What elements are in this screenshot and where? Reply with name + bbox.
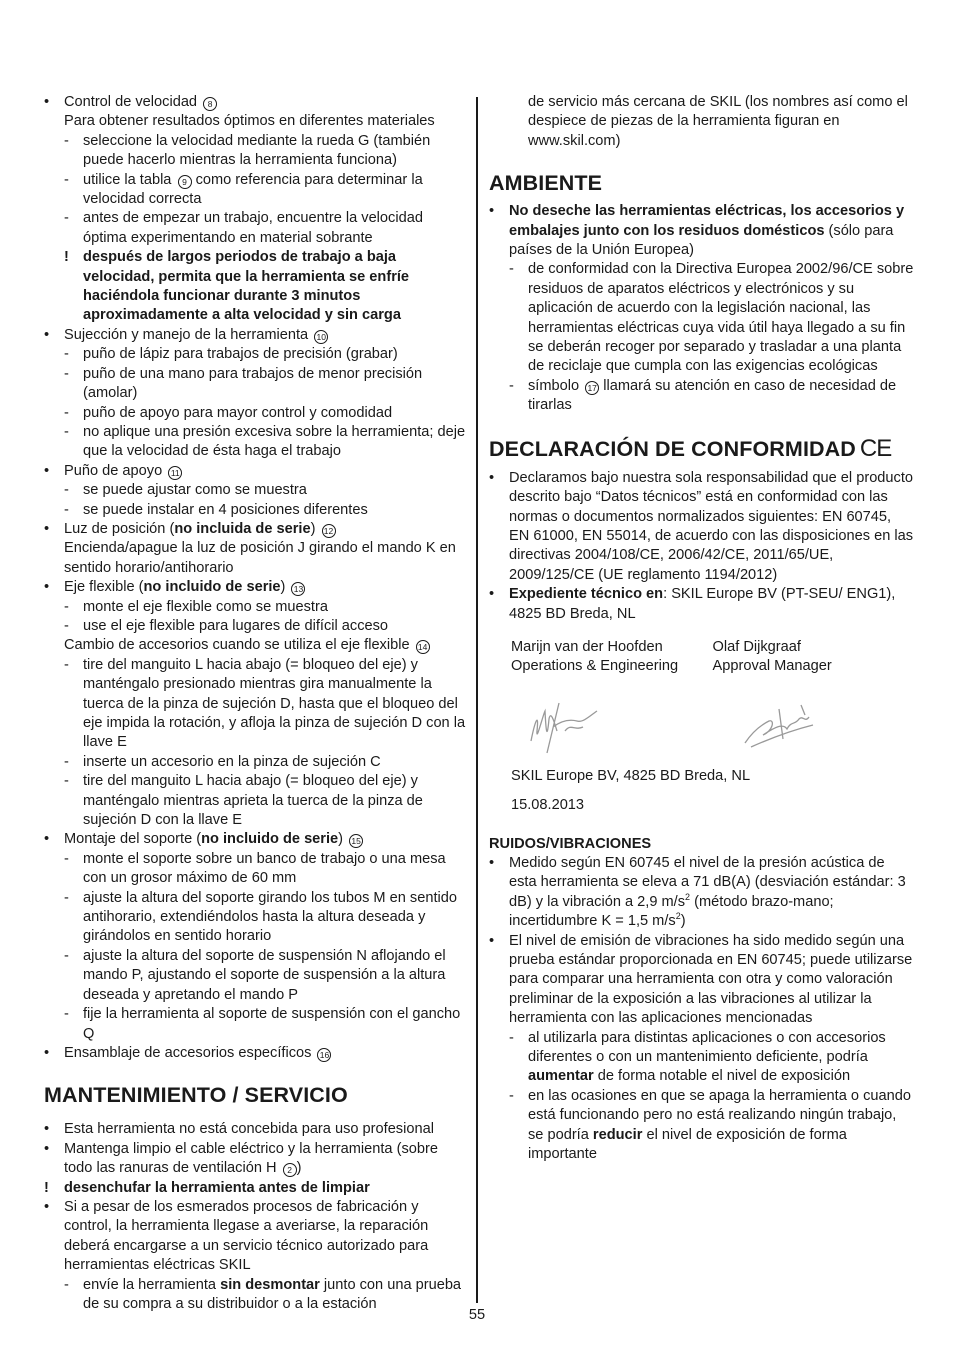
bullet-grip: • Sujección y manejo de la herramienta 10 <box>44 326 468 345</box>
heading-noise-vibration: RUIDOS/VIBRACIONES <box>489 835 652 852</box>
figure-ref-11: 11 <box>168 466 182 480</box>
figure-ref-14: 14 <box>416 640 430 654</box>
signature-2-icon <box>739 701 819 757</box>
dash-item: - se puede ajustar como se muestra <box>64 482 307 499</box>
dash-item: - puño de lápiz para trabajos de precisión (grabar) <box>64 346 398 363</box>
bullet-stand-mounting: • Montaje del soporte (no incluido de serie) 15 <box>44 830 468 849</box>
dash-item: - monte el eje flexible como se muestra <box>64 598 328 615</box>
dash-item: - se puede instalar en 4 posiciones diferentes <box>64 501 368 518</box>
dash-item: - inserte un accesorio en la pinza de sujeción C <box>64 753 381 770</box>
dash-item: - envíe la herramienta sin desmontar junto con una prueba de su compra a su distribuidor o a la estación <box>64 1276 462 1312</box>
bullet-keep-clean: • Mantenga limpio el cable eléctrico y la herramienta (sobre todo las ranuras de ventilación H 2 ) <box>44 1140 438 1177</box>
dash-item: - seleccione la velocidad mediante la rueda G (también puede hacerlo mientras la herramienta funciona) <box>64 132 431 169</box>
signatures <box>489 701 914 757</box>
right-column <box>489 93 914 1164</box>
warning-unplug: ! desenchufar la herramienta antes de limpiar <box>44 1179 370 1196</box>
company-address: SKIL Europe BV, 4825 BD Breda, NL <box>511 767 751 784</box>
bullet-support-handle: • Puño de apoyo 11 <box>44 462 468 481</box>
page-number: 55 <box>468 1307 486 1323</box>
bullet-repair: • Si a pesar de los esmerados procesos de fabricación y control, la herramienta llegase a averiarse, la reparación deberá encargarse a un servicio técnico autorizado para herramientas eléctricas SKIL <box>44 1198 429 1274</box>
bullet-technical-file: • Expediente técnico en: SKIL Europe BV (PT-SEU/ ENG1), 4825 BD Breda, NL <box>489 586 896 622</box>
dash-item: - en las ocasiones en que se apaga la herramienta o cuando está funcionando pero no está realizando ningún trabajo, se podría reducir el nivel de exposición de forma importante <box>509 1087 911 1163</box>
figure-ref-17: 17 <box>585 381 599 395</box>
bullet-measured: • Medido según EN 60745 el nivel de la presión acústica de esta herramienta se eleva a 71 dB(A) (desviación estándar: 3 dB) y la vibración a 2,9 $m/s^2$ (método brazo-mano; incertidumbre K = 1,5 $m/s^2$) <box>489 854 906 930</box>
dash-item: - monte el soporte sobre un banco de trabajo o una mesa con un grosor máximo de 60 mm <box>64 850 446 887</box>
heading-maintenance: MANTENIMIENTO / SERVICIO <box>44 1083 348 1108</box>
dash-item: - antes de empezar un trabajo, encuentre la velocidad óptima experimentando en material sobrante <box>64 210 423 246</box>
dash-item: - fije la herramienta al soporte de suspensión con el gancho Q <box>64 1006 461 1042</box>
bullet-accessory-assembly: • Ensamblaje de accesorios específicos 16 <box>44 1044 468 1063</box>
dash-item: - no aplique una presión excesiva sobre la herramienta; deje que la velocidad de ésta haga el trabajo <box>64 423 466 460</box>
heading-environment: AMBIENTE <box>489 171 603 196</box>
column-divider <box>476 97 478 1303</box>
dash-item: - use el eje flexible para lugares de difícil acceso <box>64 617 389 634</box>
bullet-disposal: • No deseche las herramientas eléctricas, los accesorios y embalajes junto con los residuos domésticos (sólo para países de la Unión Europea) <box>489 203 905 259</box>
dash-item: - ajuste la altura del soporte de suspensión N aflojando el mando P, ajustando el soporte de suspensión a la altura deseada y apretando el mando P <box>64 947 446 1003</box>
dash-item: - símbolo 17 llamará su atención en caso de necesidad de tirarlas <box>509 377 897 414</box>
figure-ref-12: 12 <box>322 524 336 538</box>
bullet-vibration-level: • El nivel de emisión de vibraciones ha sido medido según una prueba estándar proporcionada en EN 60745; puede utilizarse para comparar una herramienta con otra y como valoración preliminar de la exposición a las vibraciones al utilizar la herramienta con las aplicaciones mencionadas <box>489 932 913 1027</box>
figure-ref-16: 16 <box>317 1048 331 1062</box>
figure-ref-15: 15 <box>349 834 363 848</box>
dash-item: - tire del manguito L hacia abajo (= bloqueo del eje) y manténgalo mientras aprieta la tuerca de la pinza de sujeción D con la llave E <box>64 773 423 829</box>
left-column <box>44 93 468 1314</box>
declaration-date: 15.08.2013 <box>511 797 585 814</box>
bullet-not-professional: • Esta herramienta no está concebida para uso profesional <box>44 1121 434 1138</box>
signature-1-icon <box>525 701 605 757</box>
ce-mark-icon: CE <box>859 434 892 462</box>
dash-item: - de conformidad con la Directiva Europea 2002/96/CE sobre residuos de aparatos eléctricos y electrónicos y su aplicación de acuerdo con la legislación nacional, las herramientas eléctricas cuya vida útil haya llegado a su fin se deberán recoger por separado y trasladar a una planta de reciclaje que cumpla con las exigencias ecológicas <box>509 261 914 375</box>
bullet-speed-control: • Control de velocidad 8 Para obtener resultados óptimos en diferentes materiales <box>44 94 435 130</box>
subheading-accessory-change: Cambio de accesorios cuando se utiliza el eje flexible 14 <box>44 636 468 655</box>
bullet-declaration: • Declaramos bajo nuestra sola responsabilidad que el producto descrito bajo “Datos técnicos” está en conformidad con las normas o documentos normalizados siguientes: EN 60745, EN 61000, EN 55014, de acuerdo con las disposiciones en las directivas 2004/108/CE, 2006/42/CE, 2011/65/UE, 2009/125/CE (UE reglamento 1194/2012) <box>489 469 914 583</box>
dash-item: - puño de una mano para trabajos de menor precisión (amolar) <box>64 365 423 402</box>
dash-item: - al utilizarla para distintas aplicaciones o con accesorios diferentes o con un mantenimiento deficiente, podría aumentar de forma notable el nivel de exposición <box>509 1029 886 1085</box>
continued-text: de servicio más cercana de SKIL (los nombres así como el despiece de piezas de la herramienta figuran en www.skil.com) <box>528 94 908 149</box>
heading-conformity: DECLARACIÓN DE CONFORMIDAD CE <box>489 434 892 462</box>
dash-item: - utilice la tabla 9 como referencia para determinar la velocidad correcta <box>64 171 423 208</box>
bullet-flexible-shaft: • Eje flexible (no incluido de serie) 13 <box>44 578 468 597</box>
figure-ref-8: 8 <box>203 97 217 111</box>
bullet-position-light: • Luz de posición (no incluida de serie) 12 Encienda/apague la luz de posición J girando el mando K en sentido horario/antihorario <box>44 520 456 576</box>
warning-item: ! después de largos periodos de trabajo a baja velocidad, permita que la herramienta se enfríe haciéndola funcionar durante 3 minutos aproximadamente a alta velocidad y sin carga <box>64 249 410 324</box>
dash-item: - tire del manguito L hacia abajo (= bloqueo del eje) y manténgalo presionado mientras gira manualmente la tuerca de la pinza de sujeción D, hasta que el bloqueo del eje impida la rotación, y afloja la pinza de sujeción D con la llave E <box>64 656 466 751</box>
figure-ref-10: 10 <box>314 330 328 344</box>
figure-ref-13: 13 <box>291 582 305 596</box>
signatories <box>489 638 914 677</box>
signatory-1: Marijn van der Hoofden Operations & Engineering <box>511 638 679 675</box>
figure-ref-2: 2 <box>283 1163 297 1177</box>
figure-ref-9: 9 <box>178 175 192 189</box>
signatory-2: Olaf Dijkgraaf Approval Manager <box>712 638 832 675</box>
dash-item: - puño de apoyo para mayor control y comodidad <box>64 404 393 421</box>
dash-item: - ajuste la altura del soporte girando los tubos M en sentido antihorario, extendiéndolos hasta la altura deseada y girándolos en sentido horario <box>64 889 457 945</box>
